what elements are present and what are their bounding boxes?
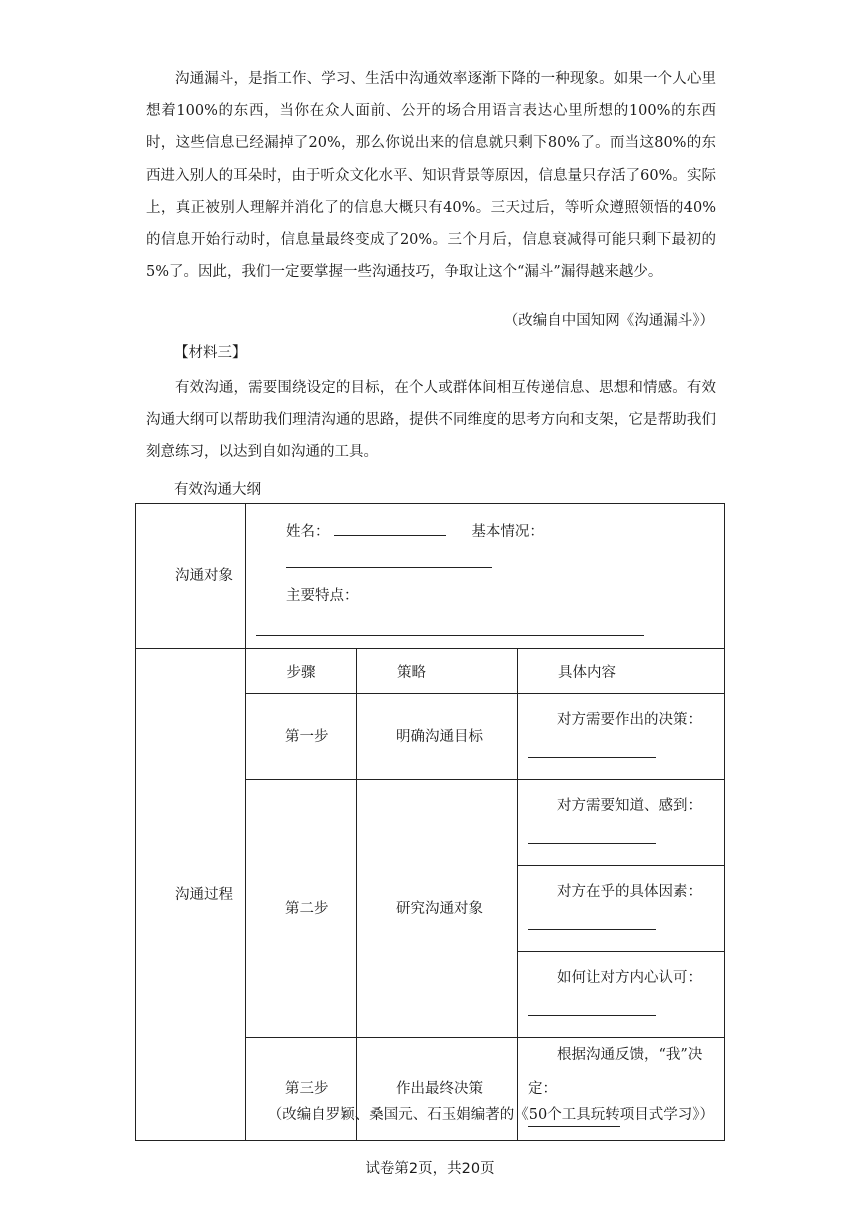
material-three-label: 【材料三】 <box>174 345 247 361</box>
content-1-cell <box>518 694 725 780</box>
strategy-3-cell <box>357 1038 518 1141</box>
communication-outline-table <box>135 503 725 1141</box>
basic-info-blank[interactable] <box>286 553 492 568</box>
strategy-2-label: 研究沟通对象 <box>396 900 483 917</box>
feature-label: 主要特点： <box>286 588 359 604</box>
strategy-header: 策略 <box>357 649 518 694</box>
page-footer: 试卷第2页，共20页 <box>365 1161 495 1177</box>
content-3-cell <box>518 1038 725 1141</box>
target-header-cell <box>136 504 246 649</box>
step-3-label: 第三步 <box>285 1081 329 1097</box>
content-2a-cell <box>518 780 725 866</box>
step-2-cell <box>246 780 357 1038</box>
paragraph-effective-communication: 有效沟通，需要围绕设定的目标，在个人或群体间相互传递信息、思想和情感。有效沟通大纲可以帮助我们理清沟通的思路，提供不同维度的思考方向和支架，它是帮助我们刻意练习，以达到自如沟通的工具。 <box>146 380 716 461</box>
content-2c-label: 如何让对方内心认可： <box>557 969 702 986</box>
source-citation-1: （改编自中国知网《沟通漏斗》） <box>503 313 714 329</box>
strategy-2-cell <box>357 780 518 1038</box>
strategy-3-label: 作出最终决策 <box>396 1081 483 1097</box>
source-citation-2: （改编自罗颖、桑国元、石玉娟编著的《50个工具玩转项目式学习》） <box>267 1107 714 1123</box>
strategy-1-cell <box>357 694 518 780</box>
step-1-label: 第一步 <box>285 728 329 745</box>
content-3-label: 根据沟通反馈，“我”决定： <box>528 1047 703 1097</box>
content-2c-blank[interactable] <box>528 1001 656 1016</box>
outline-title: 有效沟通大纲 <box>174 482 261 498</box>
strategy-1-label: 明确沟通目标 <box>396 728 483 745</box>
content-2b-cell <box>518 866 725 952</box>
process-header-cell <box>136 649 246 1141</box>
content-2b-label: 对方在乎的具体因素： <box>557 883 702 900</box>
content-2c-cell <box>518 952 725 1038</box>
basic-info-label: 基本情况： <box>471 524 544 540</box>
step-3-cell <box>246 1038 357 1141</box>
content-1-label: 对方需要作出的决策： <box>557 711 702 728</box>
name-label: 姓名： <box>286 524 330 540</box>
step-2-label: 第二步 <box>285 900 329 917</box>
name-blank[interactable] <box>334 521 446 536</box>
content-2b-blank[interactable] <box>528 915 656 930</box>
step-1-cell <box>246 694 357 780</box>
paragraph-communication-funnel: 沟通漏斗，是指工作、学习、生活中沟通效率逐渐下降的一种现象。如果一个人心里想着100%的东西，当你在众人面前、公开的场合用语言表达心里所想的100%的东西时，这些信息已经漏掉了20%，那么你说出来的信息就只剩下80%了。而当这80%的东西进入别人的耳朵时，由于听众文化水平、知识背景等原因，信息量只存活了60%。实际上，真正被别人理解并消化了的信息大概只有40%。三天过后，等听众遵照领悟的40%的信息开始行动时，信息量最终变成了20%。三个月后，信息衰减得可能只剩下最初的5%了。因此，我们一定要掌握一些沟通技巧，争取让这个“漏斗”漏得越来越少。 <box>146 71 716 281</box>
content-2a-blank[interactable] <box>528 829 656 844</box>
target-info-cell <box>246 504 725 649</box>
content-1-blank[interactable] <box>528 743 656 758</box>
process-label: 沟通过程 <box>175 886 233 903</box>
feature-blank[interactable] <box>256 621 644 636</box>
content-2a-label: 对方需要知道、感到： <box>557 797 702 814</box>
target-label: 沟通对象 <box>175 568 233 584</box>
step-header: 步骤 <box>246 649 357 694</box>
content-header: 具体内容 <box>518 649 725 694</box>
